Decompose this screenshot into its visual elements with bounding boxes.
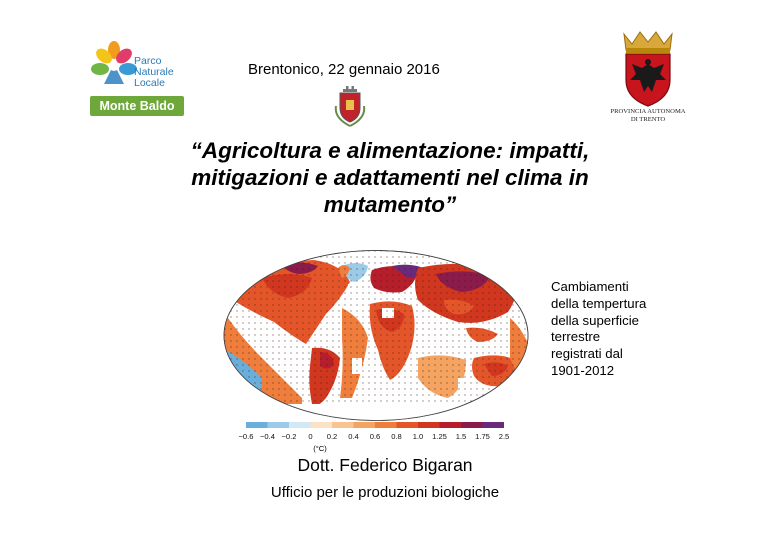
- scale-swatch: [483, 422, 505, 428]
- scale-tick-label: 0.2: [326, 432, 338, 441]
- province-text-line-2: DI TRENTO: [630, 116, 666, 123]
- park-text-line-2: Naturale: [134, 66, 174, 78]
- park-text-line-1: Parco: [134, 55, 162, 67]
- map-caption: Cambiamenti della tempertura della superficie terrestre registrati dal 1901-2012: [551, 279, 647, 378]
- temperature-color-scale: [232, 420, 528, 460]
- flower-logo-icon: [90, 40, 138, 96]
- scale-unit: (°C): [313, 444, 327, 453]
- scale-swatch: [332, 422, 354, 428]
- author-office: Ufficio per le produzioni biologiche: [270, 484, 500, 501]
- scale-tick-label: 0.8: [391, 432, 402, 441]
- scale-tick-label: 0.4: [348, 432, 359, 441]
- scale-tick-label: −0.4: [260, 432, 275, 441]
- province-text-line-1: PROVINCIA AUTONOMA: [610, 108, 686, 115]
- eagle-shield-crest-icon: [608, 28, 688, 108]
- scale-swatch: [268, 422, 290, 428]
- scale-tick-label: 0: [308, 432, 313, 441]
- scale-swatch: [418, 422, 440, 428]
- scale-swatch: [246, 422, 268, 428]
- author-name: Dott. Federico Bigaran: [297, 455, 473, 475]
- province-logo: [608, 28, 688, 138]
- scale-tick-label: 1.25: [432, 432, 447, 441]
- date-line: Brentonico, 22 gennaio 2016: [248, 61, 440, 78]
- scale-tick-label: −0.6: [238, 432, 254, 441]
- scale-swatch: [289, 422, 311, 428]
- slide-title: “Agricoltura e alimentazione: impatti, mitigazioni e adattamenti nel clima in mutamento”: [190, 138, 590, 217]
- world-temperature-change-map: [222, 248, 530, 423]
- scale-tick-label: 1.0: [412, 432, 424, 441]
- scale-tick-label: 1.75: [475, 432, 490, 441]
- scale-swatch: [354, 422, 376, 428]
- scale-swatch: [375, 422, 397, 428]
- color-scale-bar: [232, 420, 528, 432]
- park-badge: Monte Baldo: [90, 96, 184, 116]
- municipal-crest-icon: [333, 86, 367, 128]
- scale-tick-label: 0.6: [369, 432, 381, 441]
- park-logo: [88, 40, 188, 120]
- park-text-line-3: Locale: [134, 77, 165, 89]
- scale-swatch: [397, 422, 419, 428]
- scale-tick-label: 1.5: [455, 432, 467, 441]
- scale-swatch: [311, 422, 333, 428]
- scale-swatch: [440, 422, 462, 428]
- scale-tick-label: 2.5: [498, 432, 510, 441]
- scale-swatch: [461, 422, 483, 428]
- scale-tick-label: −0.2: [281, 432, 297, 441]
